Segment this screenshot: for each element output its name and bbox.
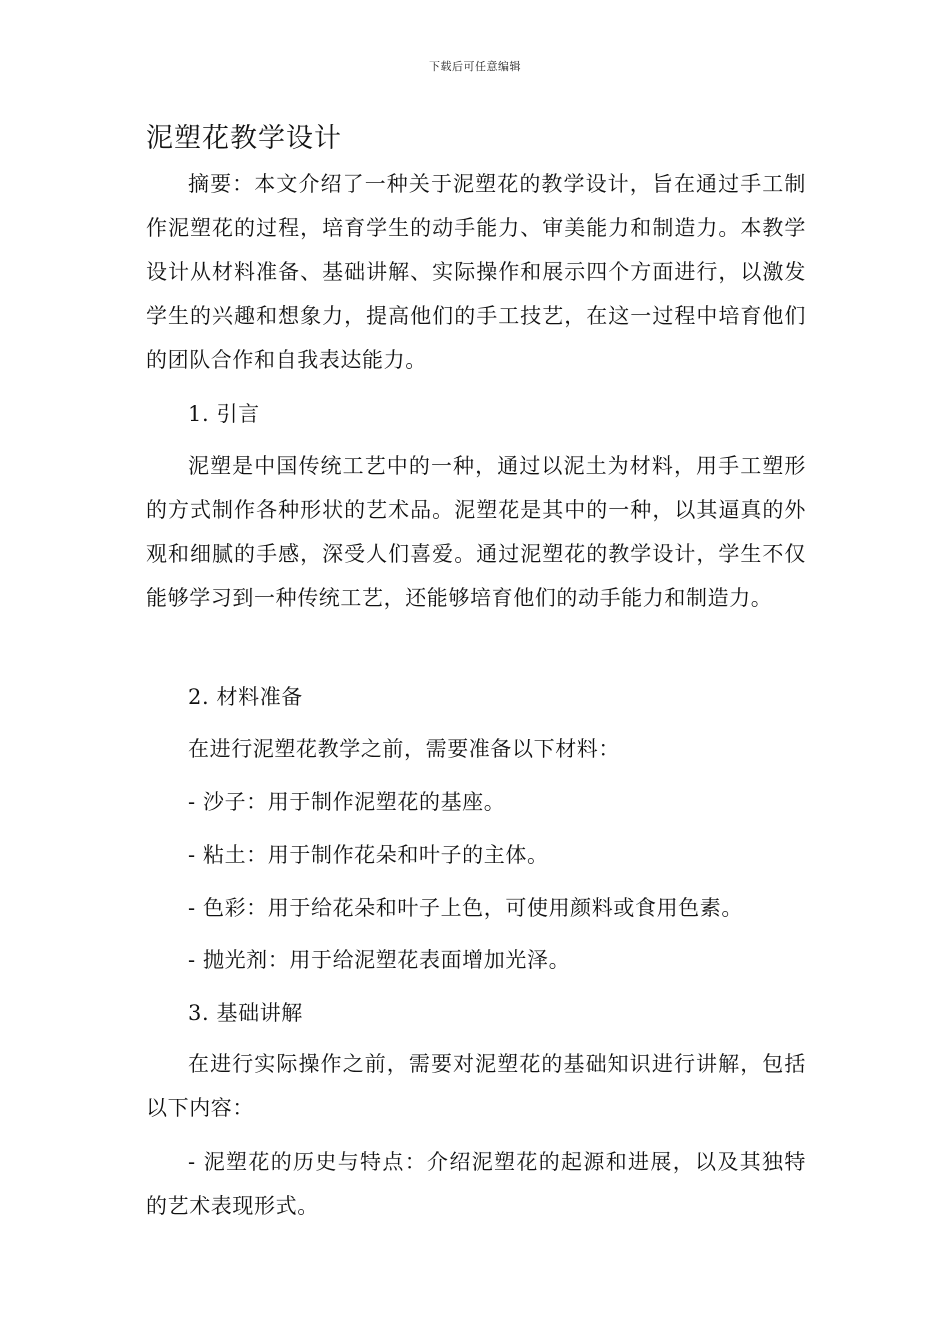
- document-title: 泥塑花教学设计: [146, 123, 342, 154]
- intro-paragraph: 泥塑是中国传统工艺中的一种，通过以泥土为材料，用手工塑形的方式制作各种形状的艺术品。泥塑花是其中的一种，以其逼真的外观和细腻的手感，深受人们喜爱。通过泥塑花的教学设计，学生不仅能够学习到一种传统工艺，还能够培育他们的动手能力和制造力。: [146, 454, 806, 610]
- section-heading-basics: 3. 基础讲解: [188, 1001, 303, 1025]
- basics-list-item: - 泥塑花的历史与特点：介绍泥塑花的起源和进展，以及其独特的艺术表现形式。: [146, 1150, 806, 1218]
- basics-lead-paragraph: 在进行实际操作之前，需要对泥塑花的基础知识进行讲解，包括以下内容：: [146, 1052, 806, 1120]
- section-heading-materials: 2. 材料准备: [188, 685, 303, 709]
- abstract-paragraph: 摘要：本文介绍了一种关于泥塑花的教学设计，旨在通过手工制作泥塑花的过程，培育学生的动手能力、审美能力和制造力。本教学设计从材料准备、基础讲解、实际操作和展示四个方面进行，以激发学生的兴趣和想象力，提高他们的手工技艺，在这一过程中培育他们的团队合作和自我表达能力。: [146, 172, 806, 372]
- page-header-note: 下载后可任意编辑: [429, 60, 521, 73]
- materials-lead-text: 在进行泥塑花教学之前，需要准备以下材料：: [188, 737, 620, 761]
- materials-list-item: - 沙子：用于制作泥塑花的基座。: [188, 790, 506, 814]
- section-heading-intro: 1. 引言: [188, 402, 260, 426]
- materials-list-item: - 色彩：用于给花朵和叶子上色，可使用颜料或食用色素。: [188, 896, 743, 920]
- materials-list-item: - 抛光剂：用于给泥塑花表面增加光泽。: [188, 948, 571, 972]
- materials-list-item: - 粘土：用于制作花朵和叶子的主体。: [188, 843, 549, 867]
